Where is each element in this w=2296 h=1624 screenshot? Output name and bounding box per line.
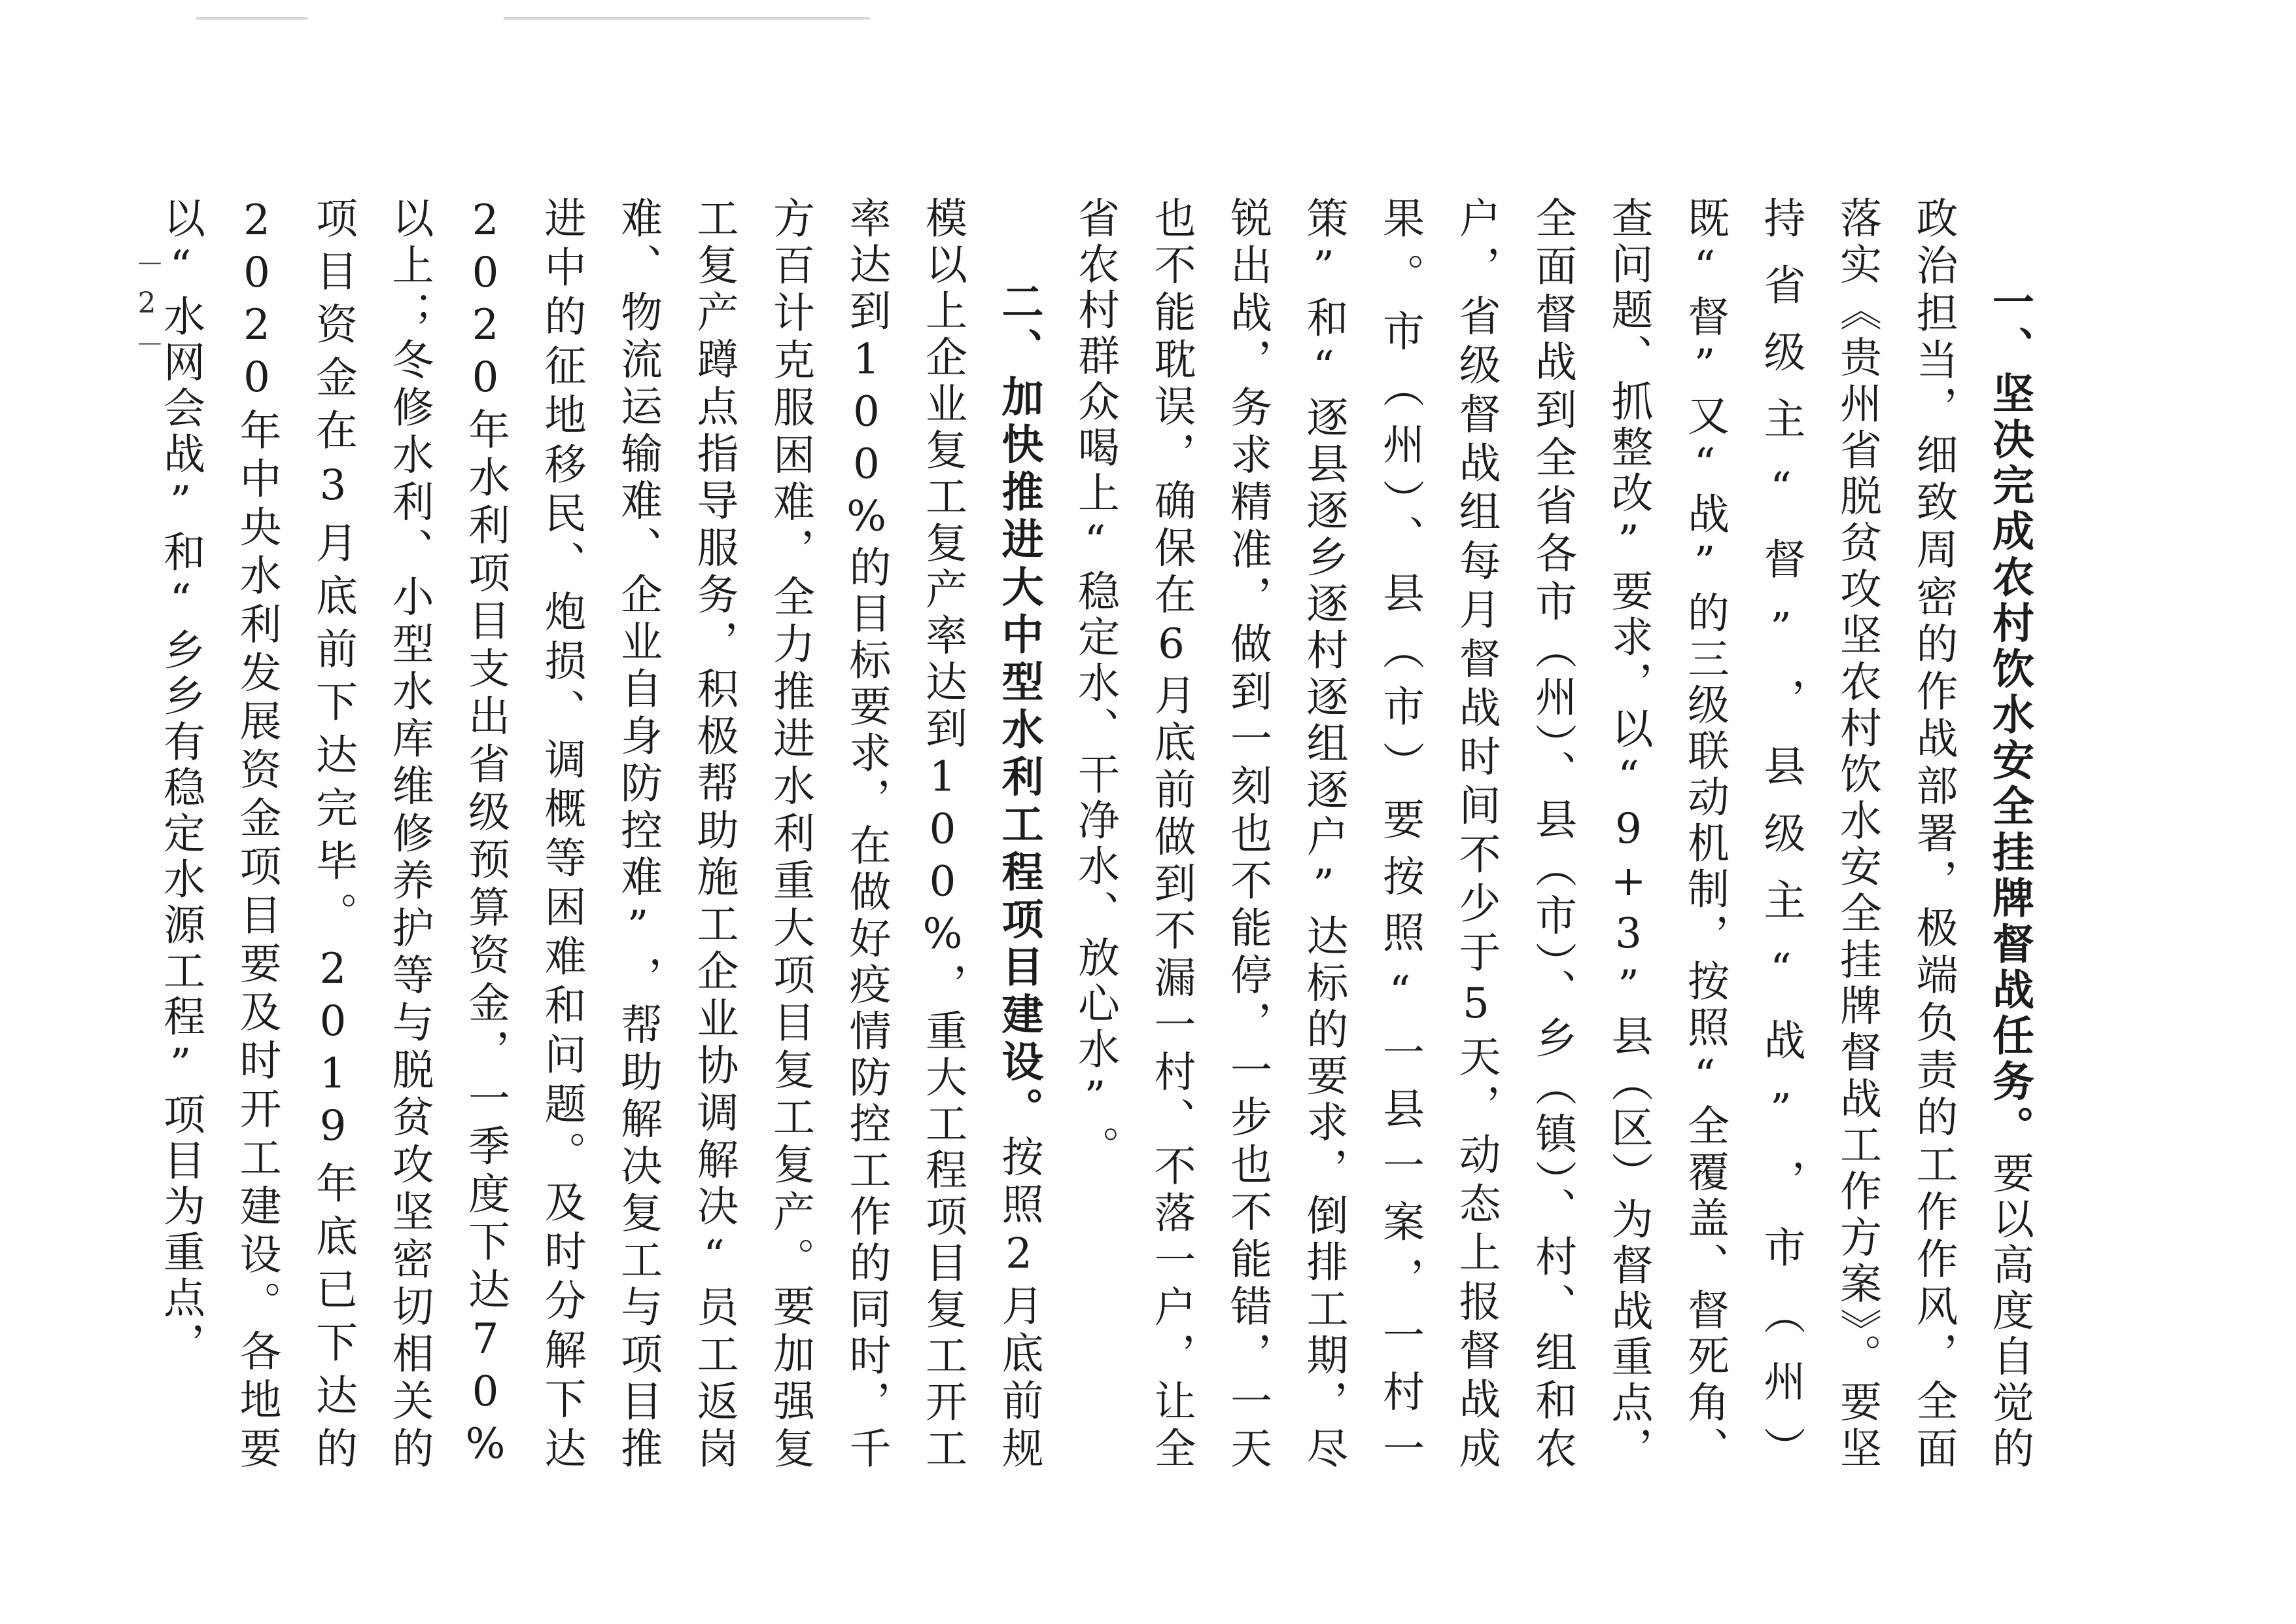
paragraph-1 (1057, 196, 2048, 1472)
paragraph-2 (143, 196, 1057, 1472)
page-number: －2－ (130, 249, 164, 367)
paragraph-1-text: 要以高度自觉的政治担当，细致周密的作战部署，极端负责的工作作风，全面落实《贵州省脱贫攻坚农村饮水安全挂牌督战工作方案》。要坚持省级主“督”，县级主“战”，市（州）既“督”又“战”的三级联动机制，按照“全覆盖、督死角、查问题、抓整改”要求，以“9+3”县（区）为督战重点，全面督战到全省各市（州）、县（市）、乡（镇）、村、组和农户，省级督战组每月督战时间不少于5天，动态上报督战成果。市（州）、县（市）要按照“一县一案，一村一策”和“逐县逐乡逐村逐组逐户”达标的要求，倒排工期，尽锐出战，务求精准，做到一刻也不能停，一步也不能错，一天也不能耽误，确保在6月底前做到不漏一村、不落一户，让全省农村群众喝上“稳定水、干净水、放心水”。 (1071, 196, 2034, 1473)
scan-mark (196, 17, 307, 20)
body-text (143, 196, 2048, 1472)
section-heading-1: 一、坚决完成农村饮水安全挂牌督战任务。 (1985, 280, 2034, 1152)
paragraph-2-text: 按照2月底前规模以上企业复工复产率达到100%，重大工程项目复工开工率达到100%的目标要求，在做好疫情防控工作的同时，千方百计克服困难，全力推进水利重大项目复工复产。要加强复工复产蹲点指导服务，积极帮助施工企业协调解决“员工返岗难、物流运输难、企业自身防控难”，帮助解决复工与项目推进中的征地移民、炮损、调概等困难和问题。及时分解下达2020年水利项目支出省级预算资金，一季度下达70%以上；冬修水利、小型水库维修养护等与脱贫攻坚密切相关的项目资金在3月底前下达完毕。2019年底已下达的2020年中央水利发展资金项目要及时开工建设。各地要以“水网会战”和“乡乡有稳定水源工程”项目为重点， (156, 196, 1043, 1473)
scan-mark (504, 17, 870, 20)
section-heading-2: 二、加快推进大中型水利工程项目建设。 (994, 280, 1043, 1135)
